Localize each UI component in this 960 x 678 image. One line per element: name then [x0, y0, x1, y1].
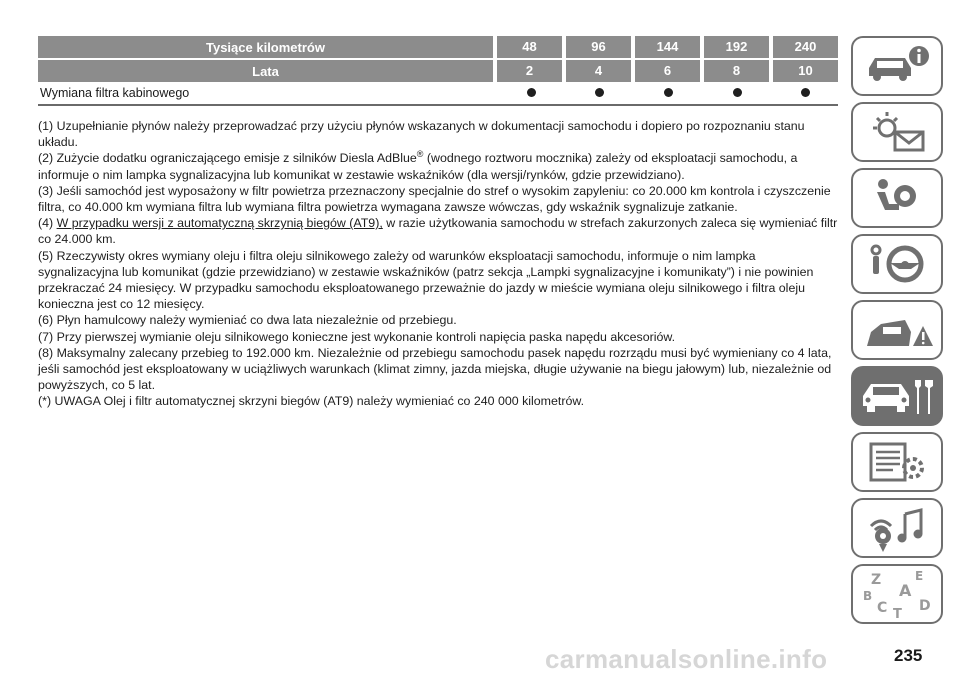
chapter-tab-specifications[interactable]: [851, 432, 943, 492]
footnote-5: (5) Rzeczywisty okres wymiany oleju i filtra oleju silnikowego zależy od warunków eksploatacji samochodu, informuje o nim lampka sygnalizacyjna lub komunikat (gdzie przewidziano) w zestawie wskaźników (patrz sekcja „Lampki sygnalizacyjne i komunikaty”) i nie powinien przekraczać 24 miesięcy. W przypadku samochodu eksploatowanego przeważnie do jazdy w mieście wymiana oleju silnikowego i filtra oleju konieczna jest co 12 miesięcy.: [38, 248, 814, 312]
car-info-icon: [853, 38, 941, 94]
row-label-cabin-filter: Wymiana filtra kabinowego: [40, 86, 190, 100]
footnote-3: (3) Jeśli samochód jest wyposażony w filtr powietrza przeznaczony specjalnie do stref o wysokim zapyleniu: co 20.000 km kontrola i czyszczenie filtra, co 40.000 km wymiana filtra lub wymiana filtra powietrza wymagana zawsze wówczas, gdy wskaźnik sygnalizuje zatkanie.: [38, 183, 831, 215]
watermark: carmanualsonline.info: [545, 644, 828, 674]
index-letter-z: Z: [871, 572, 882, 588]
index-letter-t: T: [893, 607, 902, 622]
emergency-car-icon: [853, 302, 941, 358]
footnote-8: (8) Maksymalny zalecany przebieg to 192.000 km. Niezależnie od przebiegu samochodu pasek napędu rozrządu musi być wymieniany co 4 lata, jeśli samochód jest eksploatowany w uciążliwych warunkach (klimat zimny, jazda miejska, długie używanie na biegu jałowym) lub, niezależnie od powyższych, co 5 lat.: [38, 345, 832, 393]
footnote-2-text-cont: (wodnego roztworu mocznika) zależy od eksploatacji samochodu, a informuje o nim lampka sygnalizacyjna lub komunikat w zestawie wskaźników (dla wersji/rynków, gdzie przewidziano).: [38, 151, 798, 182]
service-mark-cell: [701, 86, 770, 100]
chapter-tab-multimedia[interactable]: [851, 498, 943, 558]
footnote-4-text: w razie użytkowania samochodu w strefach zakurzonych zaleca się wymieniać filtr co 24.000 km.: [38, 216, 838, 247]
service-dot-icon: [664, 88, 673, 97]
registered-mark: ®: [416, 149, 424, 160]
header-year-cell: 6: [631, 60, 700, 82]
car-maintenance-icon: [853, 368, 941, 424]
airbag-steering-icon: [853, 170, 941, 226]
header-label-years: Lata: [252, 63, 279, 79]
index-letter-b: B: [863, 589, 873, 603]
table-row: [38, 82, 838, 106]
service-mark-cell: [769, 86, 838, 100]
service-mark-cell: [564, 86, 633, 100]
header-year-cell: 2: [493, 60, 562, 82]
index-letter-e: E: [915, 569, 924, 583]
header-year-cell: 4: [562, 60, 631, 82]
footnote-4-link[interactable]: W przypadku wersji z automatyczną skrzynią biegów (AT9),: [56, 216, 383, 231]
footnote-2-text: (2) Zużycie dodatku ograniczającego emisje z silników Diesla AdBlue: [38, 151, 417, 166]
index-letter-c: C: [877, 600, 888, 616]
footnote-7: (7) Przy pierwszej wymianie oleju silnikowego konieczne jest wykonanie kontroli napięcia paska napędu akcesoriów.: [38, 329, 676, 344]
index-letter-a: A: [899, 581, 912, 600]
maintenance-table: [38, 36, 838, 106]
header-year-cell: 8: [700, 60, 769, 82]
header-km-cell: 240: [769, 36, 838, 58]
table-header-years: [38, 60, 838, 82]
index-letters-icon: [853, 566, 941, 622]
service-mark-cell: [495, 86, 564, 100]
footnotes: [38, 118, 838, 410]
header-year-cell: 10: [769, 60, 838, 82]
service-dot-icon: [801, 88, 810, 97]
chapter-tab-warning-lights[interactable]: [851, 102, 943, 162]
header-label-kilometers: Tysiące kilometrów: [206, 39, 325, 55]
footnote-1: (1) Uzupełnianie płynów należy przeprowadzać przy użyciu płynów wskazanych w dokumentacji samochodu i dopiero po rozpoznaniu stanu układu.: [38, 119, 805, 150]
index-letter-d: D: [919, 598, 931, 614]
service-dot-icon: [527, 88, 536, 97]
multimedia-icon: [853, 500, 941, 556]
footnote-2: [38, 150, 838, 182]
footnote-6: (6) Płyn hamulcowy należy wymieniać co dwa lata niezależnie od przebiegu.: [38, 313, 457, 328]
header-km-cell: 48: [493, 36, 562, 58]
service-dot-icon: [595, 88, 604, 97]
chapter-tab-starting-driving[interactable]: [851, 234, 943, 294]
warning-lights-icon: [853, 104, 941, 160]
footnote-4: [38, 215, 838, 247]
page-number: 235: [894, 646, 923, 665]
chapter-tab-car-info[interactable]: [851, 36, 943, 96]
steering-wheel-icon: [853, 236, 941, 292]
chapter-tab-maintenance[interactable]: [851, 366, 943, 426]
service-mark-cell: [632, 86, 701, 100]
footnote-asterisk: (*) UWAGA Olej i filtr automatycznej skrzyni biegów (AT9) należy wymieniać co 240 000 kilometrów.: [38, 394, 585, 409]
header-km-cell: 96: [562, 36, 631, 58]
service-dot-icon: [733, 88, 742, 97]
header-km-cell: 144: [631, 36, 700, 58]
header-km-cell: 192: [700, 36, 769, 58]
chapter-tab-safety[interactable]: [851, 168, 943, 228]
table-header-kilometers: [38, 36, 838, 58]
specifications-icon: [853, 434, 941, 490]
footnote-4-prefix: (4): [38, 216, 57, 231]
chapter-tab-index[interactable]: [851, 564, 943, 624]
chapter-tab-emergency[interactable]: [851, 300, 943, 360]
